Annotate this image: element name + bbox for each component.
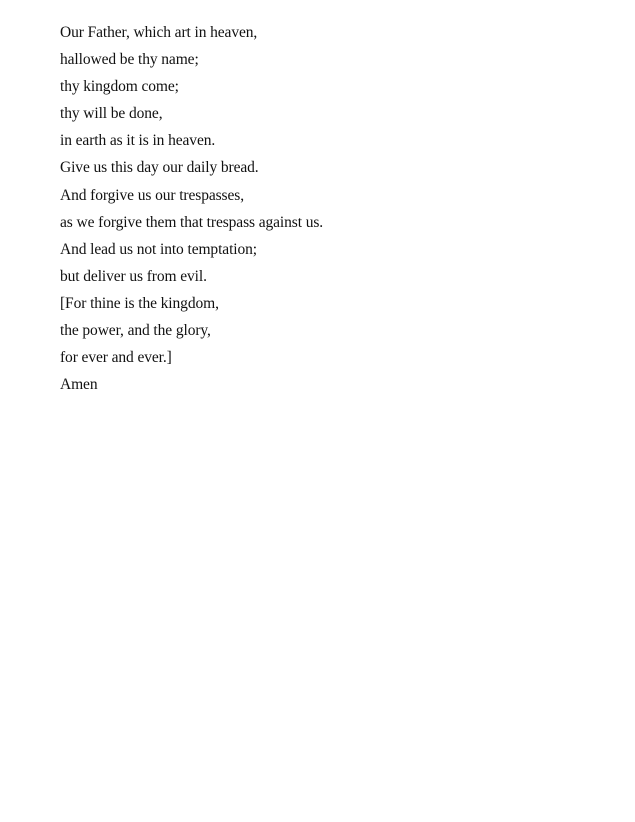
- text-line: hallowed be thy name;: [60, 51, 199, 69]
- prayer-text: [60, 19, 323, 398]
- text-line: thy kingdom come;: [60, 78, 179, 96]
- text-line: Amen: [60, 376, 98, 394]
- text-line: the power, and the glory,: [60, 322, 211, 340]
- text-line: thy will be done,: [60, 105, 163, 123]
- text-line: Our Father, which art in heaven,: [60, 24, 258, 41]
- text-line: as we forgive them that trespass against us.: [60, 213, 324, 231]
- text-line: And forgive us our trespasses,: [60, 186, 244, 204]
- text-line: for ever and ever.]: [60, 349, 172, 367]
- text-line: but deliver us from evil.: [60, 267, 207, 285]
- text-line: Give us this day our daily bread.: [60, 159, 259, 177]
- text-line: And lead us not into temptation;: [60, 240, 257, 258]
- text-line: [For thine is the kingdom,: [60, 294, 219, 312]
- text-line: in earth as it is in heaven.: [60, 132, 216, 150]
